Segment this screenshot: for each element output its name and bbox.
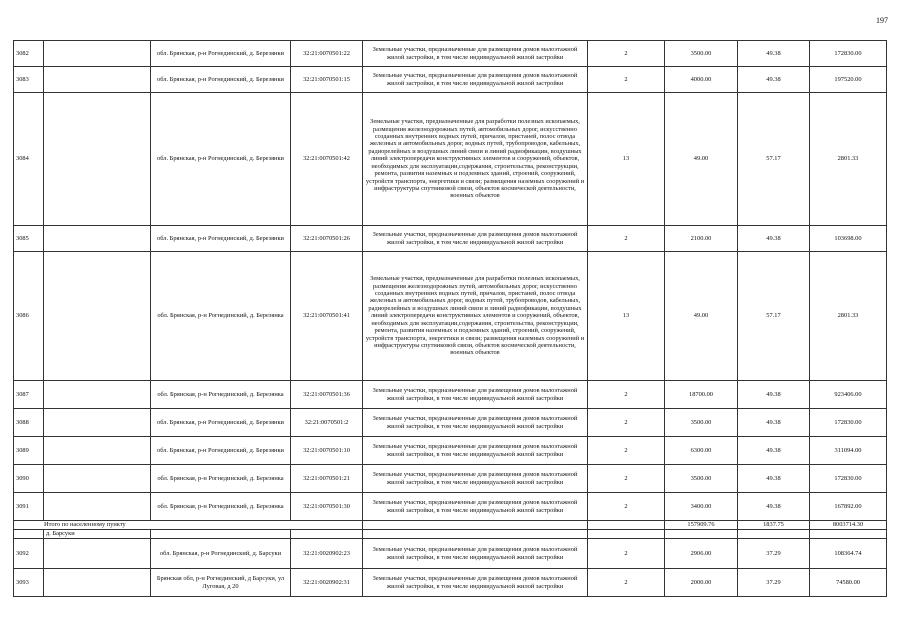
cadastral-number-cell: 32:21:0070501:41 xyxy=(291,252,363,381)
use-group-cell: 2 xyxy=(588,539,665,569)
cadastral-cost-cell: 172830.00 xyxy=(810,409,887,437)
table-row xyxy=(14,569,887,597)
cadastral-number-cell: 32:21:0070501:42 xyxy=(291,93,363,226)
table-row xyxy=(14,67,887,93)
row-number: 3093 xyxy=(14,569,44,597)
settlement-name: д. Барсуки xyxy=(44,530,151,539)
land-use-cell: Земельные участки, предназначенные для разработки полезных ископаемых, размещения железнодорожных путей, автомобильных дорог, искусственно созданных внутренних водных путей, причалов, пристаней, полос отвода железных и автомобильных дорог, водных путей, трубопроводов, кабельных, радиорелейных и воздушных линий связи и линий радиофикации, воздушных линий электропередачи конструктивных элементов и сооружений, объектов, необходимых для эксплуатации,содержания, строительства, реконструкции, ремонта, развития наземных и подземных зданий, строений, сооружений, устройств транспорта, энергетики и связи; размещения наземных сооружений и инфраструктуры спутниковой связи, объектов космической деятельности, военных объектов xyxy=(363,252,588,381)
unit-price-cell: 49.38 xyxy=(738,493,810,521)
use-group-cell: 2 xyxy=(588,493,665,521)
address-cell: обл. Брянская, р-н Рогнединский, д. Березянки xyxy=(151,41,291,67)
area-cell: 18700.00 xyxy=(665,381,738,409)
address-cell: обл. Брянская, р-н Рогнединский, д. Барсуки xyxy=(151,539,291,569)
cadastral-cost-cell: 2801.33 xyxy=(810,93,887,226)
unit-price-cell: 49.38 xyxy=(738,381,810,409)
land-use-cell: Земельные участки, предназначенные для размещения домов малоэтажной жилой застройки, в том числе индивидуальной жилой застройки xyxy=(363,226,588,252)
unit-price-cell: 49.38 xyxy=(738,226,810,252)
use-group-cell: 2 xyxy=(588,437,665,465)
table-row xyxy=(14,226,887,252)
row-number: 3087 xyxy=(14,381,44,409)
land-use-cell: Земельные участки, предназначенные для размещения домов малоэтажной жилой застройки, в том числе индивидуальной жилой застройки xyxy=(363,41,588,67)
land-use-cell: Земельные участки, предназначенные для размещения домов малоэтажной жилой застройки, в том числе индивидуальной жилой застройки xyxy=(363,381,588,409)
cadastral-cost-cell: 74580.00 xyxy=(810,569,887,597)
cadastral-number-cell: 32:21:0070501:26 xyxy=(291,226,363,252)
unit-price-cell: 57.17 xyxy=(738,93,810,226)
address-cell: обл. Брянская, р-н Рогнединский, д. Березянки xyxy=(151,67,291,93)
address-cell: обл. Брянская, р-н Рогнединский, д. Березянка xyxy=(151,252,291,381)
subtotal-unit-price: 1837.75 xyxy=(738,521,810,530)
row-number: 3089 xyxy=(14,437,44,465)
area-cell: 3400.00 xyxy=(665,493,738,521)
settlement-cell xyxy=(44,465,151,493)
land-use-cell: Земельные участки, предназначенные для разработки полезных ископаемых, размещения железнодорожных путей, автомобильных дорог, искусственно созданных внутренних водных путей, причалов, пристаней, полос отвода железных и автомобильных дорог, водных путей, трубопроводов, кабельных, радиорелейных и воздушных линий связи и линий радиофикации, воздушных линий электропередачи конструктивных элементов и сооружений, объектов, необходимых для эксплуатации,содержания, строительства, реконструкции, ремонта, развития наземных и подземных зданий, строений, сооружений, устройств транспорта, энергетики и связи; размещения наземных сооружений и инфраструктуры спутниковой связи, объектов космической деятельности, военных объектов xyxy=(363,93,588,226)
settlement-cell xyxy=(44,93,151,226)
settlement-cell xyxy=(44,409,151,437)
area-cell: 2100.00 xyxy=(665,226,738,252)
land-use-cell: Земельные участки, предназначенные для размещения домов малоэтажной жилой застройки, в том числе индивидуальной жилой застройки xyxy=(363,539,588,569)
unit-price-cell: 49.38 xyxy=(738,437,810,465)
cadastral-cost-cell: 172830.00 xyxy=(810,465,887,493)
cadastral-cost-cell: 103698.00 xyxy=(810,226,887,252)
table-row xyxy=(14,409,887,437)
unit-price-cell: 49.38 xyxy=(738,409,810,437)
cadastral-number-cell: 32:21:0070501:22 xyxy=(291,41,363,67)
row-number: 3091 xyxy=(14,493,44,521)
use-group-cell: 2 xyxy=(588,226,665,252)
land-use-cell: Земельные участки, предназначенные для размещения домов малоэтажной жилой застройки, в том числе индивидуальной жилой застройки xyxy=(363,569,588,597)
land-use-cell: Земельные участки, предназначенные для размещения домов малоэтажной жилой застройки, в том числе индивидуальной жилой застройки xyxy=(363,437,588,465)
settlement-cell xyxy=(44,252,151,381)
cadastral-cost-cell: 2801.33 xyxy=(810,252,887,381)
address-cell: обл. Брянская, р-н Рогнединский, д. Березянки xyxy=(151,93,291,226)
area-cell: 4000.00 xyxy=(665,67,738,93)
address-cell: обл. Брянская, р-н Рогнединский, д. Березянки xyxy=(151,226,291,252)
settlement-cell xyxy=(44,41,151,67)
use-group-cell: 2 xyxy=(588,381,665,409)
row-number: 3092 xyxy=(14,539,44,569)
area-cell: 49.00 xyxy=(665,252,738,381)
land-use-cell: Земельные участки, предназначенные для размещения домов малоэтажной жилой застройки, в том числе индивидуальной жилой застройки xyxy=(363,67,588,93)
land-use-cell: Земельные участки, предназначенные для размещения домов малоэтажной жилой застройки, в том числе индивидуальной жилой застройки xyxy=(363,409,588,437)
use-group-cell: 2 xyxy=(588,41,665,67)
table-row xyxy=(14,381,887,409)
table-row xyxy=(14,465,887,493)
unit-price-cell: 37.29 xyxy=(738,539,810,569)
address-cell: обл. Брянская, р-н Рогнединский, д. Березянка xyxy=(151,465,291,493)
area-cell: 3500.00 xyxy=(665,409,738,437)
cadastral-number-cell: 32:21:0070501:2 xyxy=(291,409,363,437)
table-row xyxy=(14,493,887,521)
address-cell: обл. Брянская, р-н Рогнединский, д. Березянки xyxy=(151,437,291,465)
settlement-cell xyxy=(44,493,151,521)
cadastral-number-cell: 32:21:0070501:36 xyxy=(291,381,363,409)
use-group-cell: 2 xyxy=(588,465,665,493)
row-number: 3090 xyxy=(14,465,44,493)
unit-price-cell: 49.38 xyxy=(738,465,810,493)
unit-price-cell: 49.38 xyxy=(738,41,810,67)
row-number: 3088 xyxy=(14,409,44,437)
row-number: 3083 xyxy=(14,67,44,93)
subtotal-area: 157909.76 xyxy=(665,521,738,530)
cadastral-value-table xyxy=(13,40,887,597)
area-cell: 6300.00 xyxy=(665,437,738,465)
address-cell: обл. Брянская, р-н Рогнединский, д. Березянка xyxy=(151,381,291,409)
area-cell: 2000.00 xyxy=(665,569,738,597)
settlement-cell xyxy=(44,67,151,93)
subtotal-label: Итого по населенному пункту xyxy=(14,521,363,530)
land-use-cell: Земельные участки, предназначенные для размещения домов малоэтажной жилой застройки, в том числе индивидуальной жилой застройки xyxy=(363,493,588,521)
subtotal-cost: 8003714.30 xyxy=(810,521,887,530)
settlement-cell xyxy=(44,569,151,597)
area-cell: 49.00 xyxy=(665,93,738,226)
settlement-cell xyxy=(44,381,151,409)
cadastral-cost-cell: 197520.00 xyxy=(810,67,887,93)
address-cell: обл. Брянская, р-н Рогнединский, д. Березянка xyxy=(151,493,291,521)
unit-price-cell: 57.17 xyxy=(738,252,810,381)
table-row xyxy=(14,41,887,67)
address-cell: обл. Брянская, р-н Рогнединский, д. Березянки xyxy=(151,409,291,437)
settlement-cell xyxy=(44,539,151,569)
area-cell: 3500.00 xyxy=(665,465,738,493)
area-cell: 3500.00 xyxy=(665,41,738,67)
cadastral-number-cell: 32:21:0020902:23 xyxy=(291,539,363,569)
use-group-cell: 2 xyxy=(588,67,665,93)
use-group-cell: 2 xyxy=(588,409,665,437)
row-number: 3082 xyxy=(14,41,44,67)
use-group-cell: 13 xyxy=(588,252,665,381)
subtotal-row xyxy=(14,521,887,530)
use-group-cell: 2 xyxy=(588,569,665,597)
address-cell: Брянская обл, р-н Рогнединский, д Барсуки, ул Луговая, д 20 xyxy=(151,569,291,597)
unit-price-cell: 49.38 xyxy=(738,67,810,93)
cadastral-cost-cell: 311094.00 xyxy=(810,437,887,465)
table-row xyxy=(14,539,887,569)
table-row xyxy=(14,437,887,465)
table-row xyxy=(14,252,887,381)
unit-price-cell: 37.29 xyxy=(738,569,810,597)
cadastral-number-cell: 32:21:0070501:10 xyxy=(291,437,363,465)
cadastral-cost-cell: 108364.74 xyxy=(810,539,887,569)
settlement-row xyxy=(14,530,887,539)
cadastral-number-cell: 32:21:0070501:30 xyxy=(291,493,363,521)
row-number: 3086 xyxy=(14,252,44,381)
table-row xyxy=(14,93,887,226)
settlement-cell xyxy=(44,437,151,465)
land-use-cell: Земельные участки, предназначенные для размещения домов малоэтажной жилой застройки, в том числе индивидуальной жилой застройки xyxy=(363,465,588,493)
settlement-cell xyxy=(44,226,151,252)
cadastral-cost-cell: 167892.00 xyxy=(810,493,887,521)
use-group-cell: 13 xyxy=(588,93,665,226)
area-cell: 2906.00 xyxy=(665,539,738,569)
cadastral-cost-cell: 172830.00 xyxy=(810,41,887,67)
page-number: 197 xyxy=(876,16,888,25)
row-number: 3085 xyxy=(14,226,44,252)
cadastral-number-cell: 32:21:0020902:31 xyxy=(291,569,363,597)
cadastral-number-cell: 32:21:0070501:21 xyxy=(291,465,363,493)
cadastral-cost-cell: 923406.00 xyxy=(810,381,887,409)
row-number: 3084 xyxy=(14,93,44,226)
cadastral-number-cell: 32:21:0070501:15 xyxy=(291,67,363,93)
